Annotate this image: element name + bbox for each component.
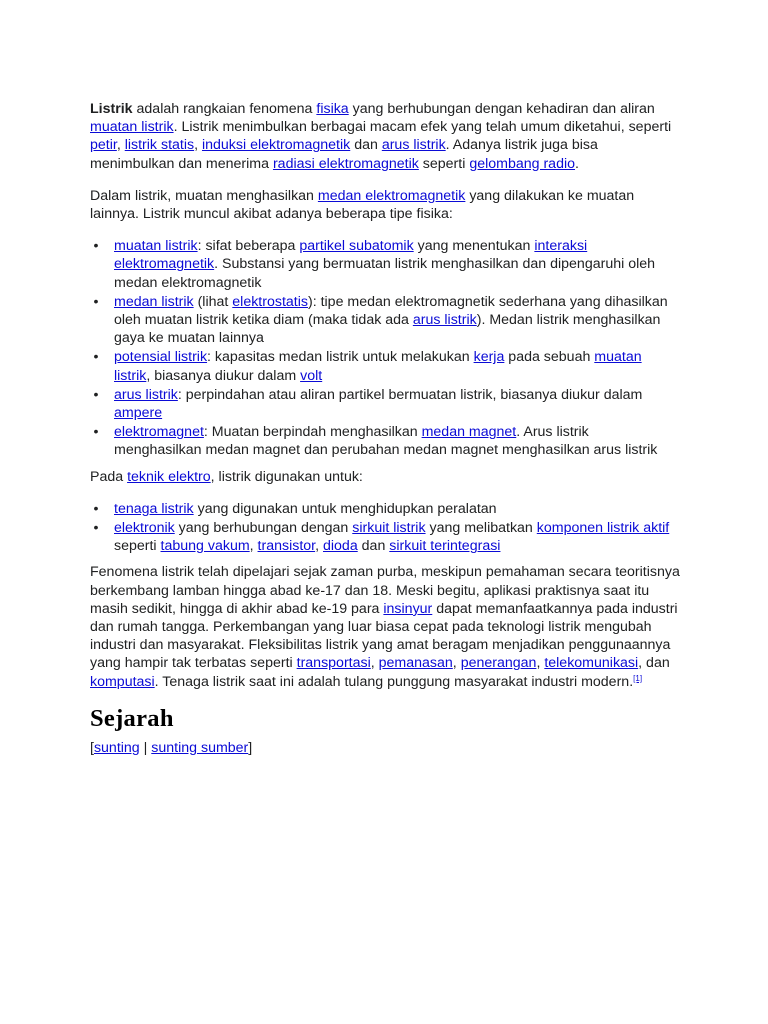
uses-list	[90, 500, 680, 556]
text: yang melibatkan	[425, 520, 537, 537]
link-interaksi-elektromagnetik[interactable]: interaksi elektromagnetik	[114, 238, 588, 273]
text: ,	[536, 655, 545, 672]
text: yang berhubungan dengan	[174, 520, 353, 537]
text: . Adanya listrik juga bisa menimbulkan dan menerima	[90, 137, 598, 172]
text: ,	[452, 655, 461, 672]
list-item	[114, 348, 680, 384]
link-arus-listrik[interactable]: arus listrik	[114, 386, 178, 403]
link-induksi-elektromagnetik[interactable]: induksi elektromagnetik	[201, 137, 351, 154]
link-muatan-listrik[interactable]: muatan listrik	[114, 349, 642, 384]
link-muatan-listrik[interactable]: muatan listrik	[90, 119, 174, 136]
text: : perpindahan atau aliran partikel bermuatan listrik, biasanya diukur dalam	[177, 386, 643, 403]
text: seperti	[418, 155, 470, 172]
text: , dan	[638, 655, 670, 672]
text: pada sebuah	[504, 349, 595, 366]
list-item	[114, 293, 680, 348]
link-teknik-elektro[interactable]: teknik elektro	[127, 468, 211, 485]
paragraph-3	[90, 468, 680, 486]
section-edit-links	[90, 739, 680, 757]
text: yang menentukan	[413, 238, 535, 255]
text: : Muatan berpindah menghasilkan	[203, 424, 422, 441]
link-arus-listrik[interactable]: arus listrik	[381, 137, 446, 154]
text: ,	[370, 655, 379, 672]
link-elektromagnet[interactable]: elektromagnet	[114, 424, 204, 441]
text: ). Medan listrik menghasilkan gaya ke muatan lainnya	[114, 312, 661, 347]
text: , biasanya diukur dalam	[146, 367, 301, 384]
text: yang berhubungan dengan kehadiran dan aliran	[348, 101, 655, 117]
link-transportasi[interactable]: transportasi	[296, 655, 371, 672]
text: ,	[116, 137, 125, 154]
link-partikel-subatomik[interactable]: partikel subatomik	[299, 238, 414, 255]
edit-source-link[interactable]: sunting sumber	[151, 739, 249, 756]
paragraph-2	[90, 187, 680, 223]
link-telekomunikasi[interactable]: telekomunikasi	[544, 655, 639, 672]
link-tabung-vakum[interactable]: tabung vakum	[160, 538, 250, 555]
intro-paragraph	[90, 100, 680, 173]
link-pemanasan[interactable]: pemanasan	[378, 655, 453, 672]
link-elektrostatis[interactable]: elektrostatis	[232, 293, 308, 310]
bracket: ]	[248, 739, 253, 756]
paragraph-4	[90, 563, 680, 690]
list-item	[114, 386, 680, 422]
reference-link[interactable]: [1]	[633, 673, 643, 683]
text: (lihat	[193, 293, 233, 310]
link-insinyur[interactable]: insinyur	[383, 600, 433, 617]
link-transistor[interactable]: transistor	[257, 538, 316, 555]
text: dan	[357, 538, 390, 555]
text: seperti	[114, 538, 161, 555]
text: ,	[249, 538, 258, 555]
link-komputasi[interactable]: komputasi	[90, 673, 155, 690]
text: yang digunakan untuk menghidupkan peralatan	[193, 500, 497, 517]
link-ampere[interactable]: ampere	[114, 405, 163, 422]
link-radiasi-elektromagnetik[interactable]: radiasi elektromagnetik	[272, 155, 419, 172]
link-kerja[interactable]: kerja	[473, 349, 505, 366]
link-petir[interactable]: petir	[90, 137, 117, 154]
edit-link[interactable]: sunting	[93, 739, 140, 756]
link-volt[interactable]: volt	[300, 367, 323, 384]
intro-bold-term: Listrik	[90, 101, 133, 117]
text: . Listrik menimbulkan berbagai macam efek yang telah umum diketahui, seperti	[173, 119, 672, 136]
link-medan-listrik[interactable]: medan listrik	[114, 293, 194, 310]
link-arus-listrik[interactable]: arus listrik	[412, 312, 477, 329]
text: : kapasitas medan listrik untuk melakukan	[207, 349, 474, 366]
link-medan-elektromagnetik[interactable]: medan elektromagnetik	[317, 187, 466, 204]
link-potensial-listrik[interactable]: potensial listrik	[114, 349, 208, 366]
text: .	[575, 155, 579, 172]
link-medan-magnet[interactable]: medan magnet	[421, 424, 517, 441]
link-penerangan[interactable]: penerangan	[460, 655, 537, 672]
bracket: [	[90, 739, 94, 756]
link-dioda[interactable]: dioda	[323, 538, 358, 555]
link-muatan-listrik[interactable]: muatan listrik	[114, 238, 198, 255]
list-item	[114, 237, 680, 292]
text: dapat memanfaatkannya pada industri dan rumah tangga. Perkembangan yang luar biasa cepat pada teknologi listrik mengubah industri dan masyarakat. Fleksibilitas listrik yang amat beragam menjadikan penggunaannya yang hampir tak terbatas seperti	[90, 600, 678, 672]
text: Fenomena listrik telah dipelajari sejak zaman purba, meskipun pemahaman secara teoritisnya berkembang lamban hingga abad ke-17 dan 18. Meski begitu, aplikasi praktisnya saat itu masih sedikit, hingga di akhir abad ke-19 para	[90, 564, 680, 617]
text: : sifat beberapa	[197, 238, 300, 255]
link-gelombang-radio[interactable]: gelombang radio	[469, 155, 576, 172]
text: ,	[194, 137, 202, 154]
text: adalah rangkaian fenomena	[132, 101, 317, 117]
text: , listrik digunakan untuk:	[210, 468, 363, 485]
link-fisika[interactable]: fisika	[316, 101, 349, 117]
link-komponen-listrik-aktif[interactable]: komponen listrik aktif	[536, 520, 670, 537]
text: ,	[315, 538, 323, 555]
text: Pada	[90, 468, 128, 485]
text: Dalam listrik, muatan menghasilkan	[90, 187, 318, 204]
section-heading-sejarah: Sejarah	[90, 704, 174, 732]
text: ): tipe medan elektromagnetik sederhana yang dihasilkan oleh muatan listrik ketika diam (maka tidak ada	[114, 293, 668, 329]
link-elektronik[interactable]: elektronik	[114, 520, 175, 537]
list-item	[114, 423, 680, 459]
physics-types-list	[90, 237, 680, 459]
text: dan	[350, 137, 382, 154]
link-tenaga-listrik[interactable]: tenaga listrik	[114, 500, 194, 517]
list-item	[114, 519, 680, 555]
link-sirkuit-listrik[interactable]: sirkuit listrik	[352, 520, 426, 537]
link-sirkuit-terintegrasi[interactable]: sirkuit terintegrasi	[389, 538, 501, 555]
separator: |	[139, 739, 152, 756]
text: . Arus listrik menghasilkan medan magnet dan perubahan medan magnet menghasilkan arus listrik	[114, 424, 658, 459]
text: . Tenaga listrik saat ini adalah tulang punggung masyarakat industri modern.	[154, 673, 634, 690]
list-item	[114, 500, 680, 518]
article-body	[90, 100, 680, 757]
text: . Substansi yang bermuatan listrik menghasilkan dan dipengaruhi oleh medan elektromagnetik	[114, 256, 656, 291]
link-listrik-statis[interactable]: listrik statis	[124, 137, 195, 154]
text: yang dilakukan ke muatan lainnya. Listrik muncul akibat adanya beberapa tipe fisika:	[90, 187, 635, 223]
